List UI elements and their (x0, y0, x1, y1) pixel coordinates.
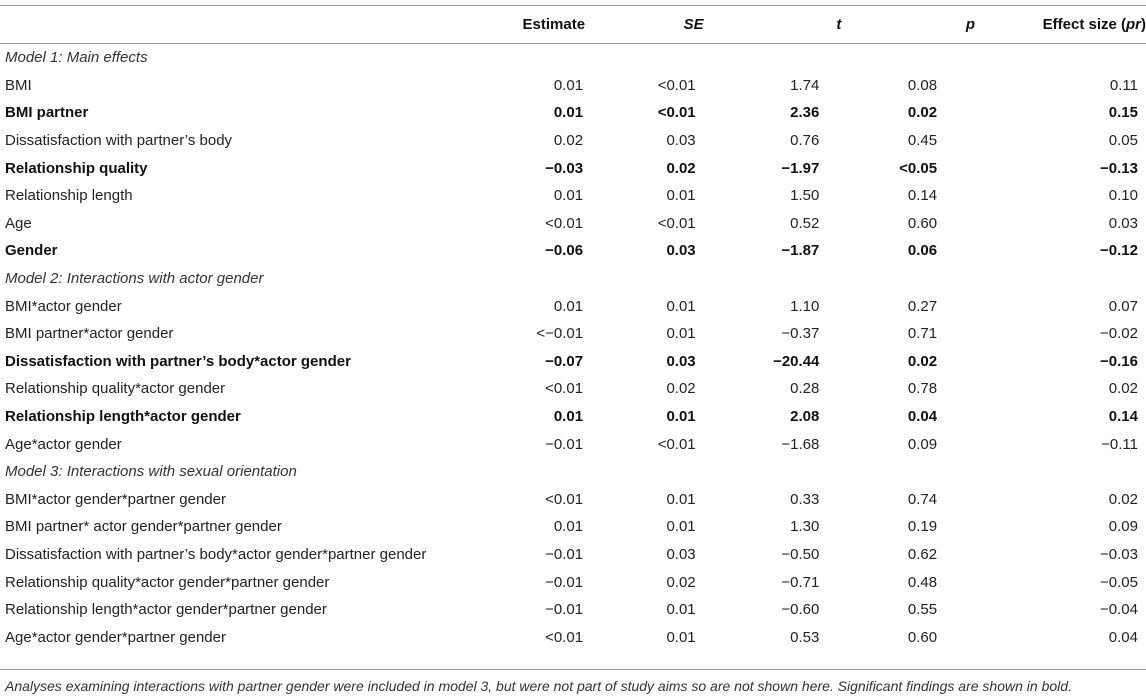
cell-t: −1.97 (781, 159, 820, 177)
row-label: BMI partner* actor gender*partner gender (5, 518, 282, 536)
table-row (0, 348, 1146, 376)
table-row (0, 127, 1146, 155)
section-title: Model 3: Interactions with sexual orientation (5, 463, 297, 481)
section-row (0, 458, 1146, 486)
cell-estimate: −0.01 (545, 573, 584, 591)
header-effect-size (975, 6, 1146, 44)
cell-p: 0.55 (907, 601, 938, 619)
cell-t: 1.74 (790, 76, 820, 94)
section-row (0, 265, 1146, 293)
cell-t: −1.68 (781, 435, 820, 453)
cell-effect-size: 0.14 (1108, 408, 1138, 426)
cell-t: 1.50 (790, 187, 820, 205)
table-row (0, 237, 1146, 265)
cell-se: 0.01 (666, 490, 696, 508)
cell-estimate: 0.01 (553, 76, 584, 94)
cell-t: 0.33 (790, 490, 820, 508)
cell-p: 0.60 (907, 214, 938, 232)
table-row (0, 320, 1146, 348)
table-row (0, 596, 1146, 624)
cell-effect-size: −0.05 (1100, 573, 1138, 591)
row-label: Dissatisfaction with partner’s body (5, 132, 233, 150)
cell-estimate: <0.01 (545, 380, 584, 398)
row-label: Relationship length*actor gender*partner gender (5, 601, 327, 619)
cell-estimate: −0.03 (545, 159, 584, 177)
table-row (0, 210, 1146, 238)
table-row (0, 541, 1146, 569)
cell-t: 0.28 (790, 380, 820, 398)
table-row (0, 292, 1146, 320)
cell-p: <0.05 (899, 159, 938, 177)
cell-effect-size: 0.10 (1108, 187, 1138, 205)
header-effect-italic: pr (1126, 16, 1141, 33)
cell-p: 0.09 (907, 435, 938, 453)
cell-effect-size: −0.13 (1100, 159, 1138, 177)
header-t: t (704, 6, 842, 44)
cell-p: 0.06 (907, 242, 938, 260)
row-label: BMI partner*actor gender (5, 325, 174, 343)
cell-t: 0.76 (790, 132, 820, 150)
cell-t: −1.87 (781, 242, 820, 260)
header-se: SE (585, 6, 704, 44)
row-label: Relationship quality*actor gender (5, 380, 226, 398)
cell-se: 0.01 (666, 325, 696, 343)
table-row (0, 154, 1146, 182)
section-title: Model 2: Interactions with actor gender (5, 270, 264, 288)
cell-se: <0.01 (657, 104, 696, 122)
cell-se: 0.01 (666, 518, 696, 536)
cell-t: 0.53 (790, 628, 820, 646)
header-row (0, 6, 1146, 44)
cell-effect-size: 0.09 (1108, 518, 1138, 536)
results-table (0, 5, 1146, 651)
cell-estimate: 0.01 (553, 187, 584, 205)
cell-p: 0.02 (907, 352, 938, 370)
cell-p: 0.08 (907, 76, 938, 94)
header-label-column (0, 6, 462, 44)
cell-estimate: <0.01 (545, 628, 584, 646)
cell-estimate: −0.06 (545, 242, 584, 260)
cell-estimate: <0.01 (545, 490, 584, 508)
cell-effect-size: 0.02 (1108, 490, 1138, 508)
cell-estimate: <−0.01 (536, 325, 584, 343)
row-label: Dissatisfaction with partner’s body*actor gender*partner gender (5, 545, 427, 563)
cell-effect-size: −0.11 (1101, 435, 1138, 453)
cell-p: 0.19 (907, 518, 938, 536)
cell-p: 0.14 (907, 187, 938, 205)
table-row (0, 513, 1146, 541)
table-row (0, 403, 1146, 431)
cell-effect-size: 0.03 (1108, 214, 1138, 232)
cell-estimate: −0.01 (545, 545, 584, 563)
cell-se: 0.01 (666, 297, 696, 315)
cell-estimate: 0.01 (553, 408, 584, 426)
table-footnote: Analyses examining interactions with partner gender were included in model 3, but were not part of study aims so are not shown here. Significant findings are shown in bold. (5, 678, 1072, 694)
cell-t: −0.37 (781, 325, 820, 343)
cell-t: 0.52 (790, 214, 820, 232)
cell-se: 0.01 (666, 408, 696, 426)
cell-t: 2.08 (790, 408, 820, 426)
cell-effect-size: −0.16 (1100, 352, 1138, 370)
cell-se: <0.01 (657, 76, 696, 94)
row-label: Age*actor gender (5, 435, 122, 453)
row-label: Dissatisfaction with partner’s body*actor gender (5, 352, 351, 370)
cell-p: 0.48 (907, 573, 938, 591)
table-row (0, 623, 1146, 651)
cell-effect-size: 0.11 (1109, 76, 1138, 94)
row-label: Gender (5, 242, 58, 260)
row-label: Age*actor gender*partner gender (5, 628, 226, 646)
cell-effect-size: −0.12 (1100, 242, 1138, 260)
cell-t: −20.44 (773, 352, 820, 370)
header-effect-prefix: Effect size ( (1042, 16, 1126, 33)
cell-estimate: −0.01 (545, 435, 584, 453)
cell-effect-size: 0.05 (1108, 132, 1138, 150)
cell-estimate: 0.01 (553, 518, 584, 536)
cell-se: 0.02 (666, 380, 696, 398)
cell-estimate: 0.02 (553, 132, 584, 150)
section-title: Model 1: Main effects (5, 49, 148, 67)
cell-effect-size: 0.15 (1108, 104, 1138, 122)
cell-t: 1.30 (790, 518, 820, 536)
cell-t: −0.50 (781, 545, 820, 563)
row-label: BMI*actor gender (5, 297, 122, 315)
row-label: Relationship length*actor gender (5, 408, 241, 426)
cell-se: 0.02 (666, 573, 696, 591)
cell-effect-size: 0.02 (1108, 380, 1138, 398)
cell-p: 0.62 (907, 545, 938, 563)
cell-se: 0.01 (666, 187, 696, 205)
table-row (0, 375, 1146, 403)
cell-p: 0.02 (907, 104, 938, 122)
cell-p: 0.04 (907, 408, 938, 426)
cell-t: −0.60 (781, 601, 820, 619)
cell-se: <0.01 (657, 435, 696, 453)
cell-effect-size: 0.04 (1108, 628, 1138, 646)
section-row (0, 44, 1146, 72)
cell-p: 0.60 (907, 628, 938, 646)
cell-effect-size: −0.02 (1100, 325, 1138, 343)
cell-t: −0.71 (781, 573, 820, 591)
bottom-rule (0, 669, 1146, 670)
cell-p: 0.27 (907, 297, 938, 315)
table-row (0, 430, 1146, 458)
row-label: BMI (5, 76, 32, 94)
table-row (0, 568, 1146, 596)
row-label: BMI*actor gender*partner gender (5, 490, 226, 508)
cell-se: 0.01 (666, 601, 696, 619)
cell-effect-size: 0.07 (1108, 297, 1138, 315)
cell-p: 0.78 (907, 380, 938, 398)
table-header (0, 6, 1146, 44)
table-row (0, 182, 1146, 210)
cell-se: 0.03 (666, 352, 696, 370)
table-row (0, 99, 1146, 127)
cell-effect-size: −0.04 (1100, 601, 1138, 619)
cell-t: 2.36 (790, 104, 820, 122)
cell-estimate: −0.07 (545, 352, 584, 370)
row-label: Relationship length (5, 187, 133, 205)
table-body (0, 44, 1146, 652)
row-label: BMI partner (5, 104, 89, 122)
cell-se: 0.01 (666, 628, 696, 646)
cell-p: 0.71 (907, 325, 938, 343)
table-row (0, 486, 1146, 514)
cell-estimate: 0.01 (553, 104, 584, 122)
cell-p: 0.45 (907, 132, 938, 150)
cell-se: 0.03 (666, 242, 696, 260)
row-label: Relationship quality*actor gender*partner gender (5, 573, 330, 591)
header-p: p (841, 6, 975, 44)
cell-se: 0.03 (666, 132, 696, 150)
header-effect-suffix: ) (1141, 16, 1146, 33)
cell-se: 0.02 (666, 159, 696, 177)
cell-estimate: 0.01 (553, 297, 584, 315)
table-row (0, 72, 1146, 100)
cell-se: 0.03 (666, 545, 696, 563)
row-label: Age (5, 214, 32, 232)
cell-estimate: <0.01 (545, 214, 584, 232)
cell-effect-size: −0.03 (1100, 545, 1138, 563)
cell-se: <0.01 (657, 214, 696, 232)
cell-estimate: −0.01 (545, 601, 584, 619)
cell-t: 1.10 (790, 297, 820, 315)
header-estimate: Estimate (462, 6, 585, 44)
cell-p: 0.74 (907, 490, 938, 508)
row-label: Relationship quality (5, 159, 148, 177)
